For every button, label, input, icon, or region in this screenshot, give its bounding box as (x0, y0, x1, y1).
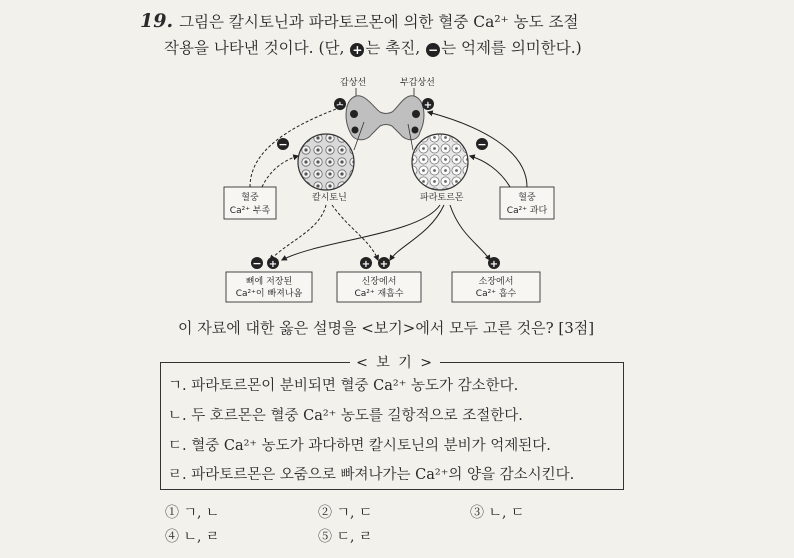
parathyroid-tissue-magnified (412, 134, 468, 190)
calcitonin-label: 칼시토닌 (312, 193, 347, 203)
high-box-line-2: Ca²⁺ 과다 (506, 206, 548, 216)
plus-marker-glyph: + (423, 100, 433, 111)
high-box-line-1: 혈중 (518, 193, 536, 203)
parathyroid-gland-right-lower (412, 127, 419, 134)
kidney-box-line-1: 신장에서 (361, 277, 397, 287)
question-prompt: 이 자료에 대한 옳은 설명을 <보기>에서 모두 고른 것은? [3점] (178, 319, 595, 337)
plus-marker-glyph: + (379, 259, 389, 270)
arrow-calcitonin-to-bone (270, 205, 326, 260)
minus-marker-glyph: − (278, 138, 288, 151)
bogi-item-1: ㄱ. 파라토르몬이 분비되면 혈중 Ca²⁺ 농도가 감소한다. (168, 378, 519, 394)
plus-marker-glyph: + (361, 259, 371, 270)
plus-circle-icon: + (352, 43, 363, 57)
thyroid-gland (346, 96, 424, 140)
bogi-item-2: ㄴ. 두 호르몬은 혈중 Ca²⁺ 농도를 길항적으로 조절한다. (168, 408, 523, 424)
bogi-item-4: ㄹ. 파라토르몬은 오줌으로 빠져나가는 Ca²⁺의 양을 감소시킨다. (168, 467, 575, 483)
plus-marker-glyph: + (268, 259, 278, 270)
plus-marker-glyph: + (335, 100, 345, 111)
low-box-line-1: 혈중 (241, 193, 259, 203)
low-box-line-2: Ca²⁺ 부족 (229, 206, 271, 216)
kidney-box-line-2: Ca²⁺ 재흡수 (354, 289, 404, 299)
bogi-item-3: ㄷ. 혈중 Ca²⁺ 농도가 과다하면 칼시토닌의 분비가 억제된다. (168, 438, 551, 454)
arrow-calcitonin-to-kidney (332, 205, 378, 260)
minus-marker-glyph: − (477, 138, 487, 151)
question-number: 19. (140, 10, 174, 32)
intestine-box-line-1: 소장에서 (478, 277, 514, 287)
question-text-2a: 작용을 나타낸 것이다. (단, (164, 39, 345, 57)
question-text-1: 그림은 칼시토닌과 파라토르몬에 의한 혈중 Ca²⁺ 농도 조절 (179, 13, 579, 31)
choice-5[interactable]: ⑤ ㄷ, ㄹ (318, 529, 373, 545)
arrow-parathormone-to-bone (282, 205, 440, 260)
thyroid-label: 갑상선 (340, 78, 367, 88)
question-text-2c: 는 억제를 의미한다.) (441, 39, 582, 57)
arrow-low-to-thyroid (262, 156, 298, 187)
intestine-box-line-2: Ca²⁺ 흡수 (475, 289, 517, 299)
minus-marker-glyph: − (252, 257, 262, 270)
parathyroid-gland-right (412, 110, 420, 118)
bogi-title: < 보 기 > (350, 352, 440, 372)
arrow-parathormone-to-kidney (390, 205, 444, 260)
bone-box-line-2: Ca²⁺이 빠져나옴 (235, 289, 303, 299)
parathyroid-label: 부갑상선 (400, 78, 435, 88)
choice-1[interactable]: ① ㄱ, ㄴ (165, 505, 220, 521)
parathormone-label: 파라토르몬 (420, 193, 464, 203)
question-text-2b: 는 촉진, (365, 39, 421, 57)
parathyroid-gland-left (350, 110, 358, 118)
arrow-high-to-parathyroid (470, 156, 510, 187)
minus-circle-icon: − (428, 43, 439, 57)
parathyroid-gland-left-lower (352, 127, 359, 134)
choice-3[interactable]: ③ ㄴ, ㄷ (470, 505, 525, 521)
arrow-parathormone-to-intestine (450, 205, 490, 260)
choice-2[interactable]: ② ㄱ, ㄷ (318, 505, 373, 521)
plus-marker-glyph: + (489, 259, 499, 270)
thyroid-tissue-magnified (298, 134, 354, 190)
choice-4[interactable]: ④ ㄴ, ㄹ (165, 529, 220, 545)
bone-box-line-1: 뼈에 저장된 (245, 277, 293, 287)
